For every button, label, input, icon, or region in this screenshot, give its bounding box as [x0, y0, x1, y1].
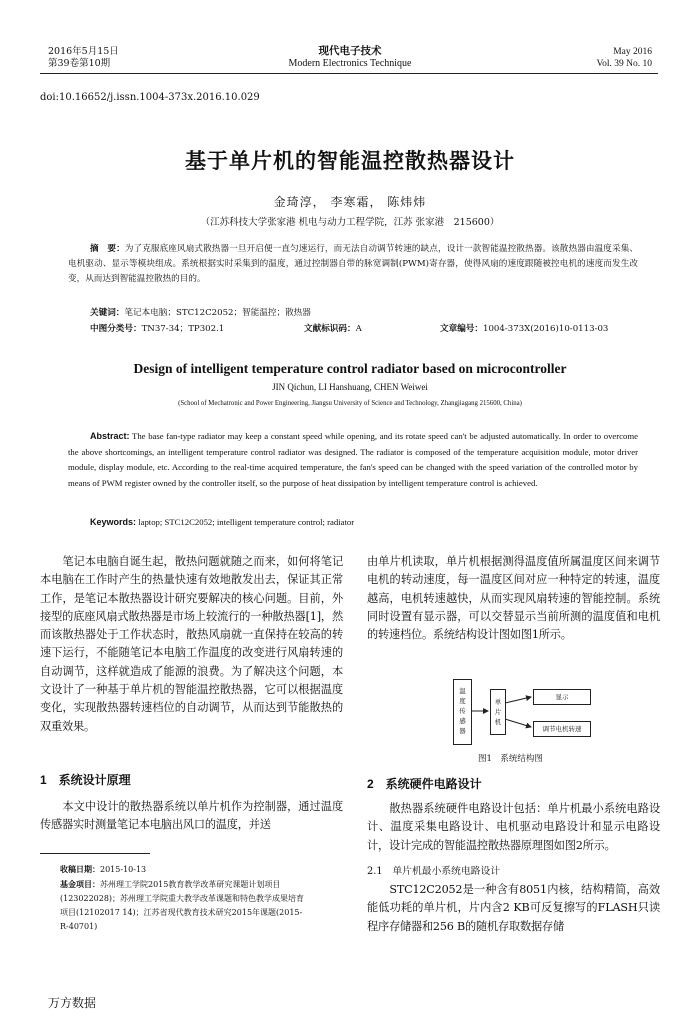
paper-title-en: Design of intelligent temperature control radiator based on microcontroller [133, 361, 567, 376]
clc-number [90, 322, 224, 337]
abstract-en [68, 429, 638, 492]
article-number-value: 1004-373X(2016)10-0113-03 [482, 324, 609, 334]
received-date: 2015-10-13 [100, 865, 147, 874]
keywords-cn-label: 关键词： [90, 308, 125, 318]
clc-value: TN37-34；TP302.1 [141, 324, 225, 334]
footnote-received [60, 862, 345, 877]
article-number [440, 322, 608, 337]
mcu-box [490, 689, 506, 735]
display-box [533, 689, 591, 705]
keywords-cn [90, 306, 640, 321]
abstract-en-text: The base fan-type radiator may keep a constant speed while opening, and its rotate speed can't be adjusted automatically. In order to overcome the above shortcomings, an intelligent temperature control radiator was designed. The radiator is composed of the temperature acquisition module, motor driver module, display module, etc. According to the real-time acquired temperature, the fan's speed can be changed with the speed variation of the controlled motor by means of PWM register owned by the controller itself, so the purpose of heat dissipation by intelligent temperature control is achieved. [68, 431, 638, 489]
keywords-en-text: laptop; STC12C2052; intelligent temperature control; radiator [138, 517, 355, 527]
keywords-cn-text: 笔记本电脑；STC12C2052；智能温控；散热器 [124, 308, 311, 318]
abstract-cn [68, 242, 638, 286]
section-1-paragraph: 本文中设计的散热器系统以单片机作为控制器，通过温度传感器实时测量笔记本电脑出风口的温度，并送 [40, 800, 343, 832]
footnote-funding [60, 877, 305, 934]
keywords-en [90, 515, 640, 531]
paper-title-cn: 基于单片机的智能温控散热器设计 [185, 148, 515, 173]
doc-code-label: 文献标识码： [304, 324, 356, 334]
doi[interactable]: doi:10.16652/j.issn.1004-373x.2016.10.029 [40, 92, 260, 103]
display-label: 显示 [555, 693, 569, 701]
authors-cn: 金琦淳， 李寒霜， 陈炜炜 [273, 195, 427, 209]
temperature-sensor-label: 温度传感器 [459, 687, 466, 735]
section-2-1-paragraph: STC12C2052是一种含有8051内核，结构精简，高效能低功耗的单片机，片内含2 KB可反复擦写的FLASH只读程序存储器和256 B的随机存取数据存储 [367, 883, 660, 933]
received-label: 收稿日期： [60, 864, 100, 874]
footnote-rule [40, 853, 150, 854]
doc-code [304, 322, 362, 337]
article-number-label: 文章编号： [440, 324, 483, 334]
mcu-label: 单片机 [494, 698, 502, 726]
watermark-text: 万方数据 [48, 996, 97, 1010]
section-1-title: 1 系统设计原理 [40, 773, 131, 787]
doc-code-value: A [355, 324, 362, 334]
funding-label: 基金项目： [60, 879, 100, 889]
motor-speed-box [533, 721, 591, 737]
section-2-title: 2 系统硬件电路设计 [367, 777, 482, 791]
abstract-cn-text: 为了克服底座风扇式散热器一旦开启便一直匀速运行，而无法自动调节转速的缺点，设计一款智能温控散热器。该散热器由温度采集、电机驱动、显示等模块组成。系统根据实时采集到的温度，通过控制器自带的脉宽调制(PWM)寄存器，使得风扇的速度跟随被控电机的速度而发生改变，从而达到智能温控散热的目的。 [68, 244, 638, 284]
temperature-sensor-box [453, 679, 472, 745]
funding-text: 苏州理工学院2015教育教学改革研究课题计划项目(123022028)；苏州理工学院重大教学改革课题和特色教学成果培育项目(12102017 14)；江苏省现代教育技术研究2015年课题(2015-R-40701) [60, 880, 305, 931]
figure-1-caption: 图1 系统结构图 [478, 754, 543, 764]
intro-paragraph: 笔记本电脑自诞生起，散热问题就随之而来，如何将笔记本电脑在工作时产生的热量快速有效地散发出去，保证其正常工作，是笔记本散热器设计研究要解决的核心问题。目前，外接型的底座风扇式散热器是市场上较流行的一种散热器[1]，然而该散热器处于工作状态时，散热风扇就一直保持在较高的转速下运行，不能随笔记本电脑工作温度的改变进行风扇转速的自动调节，这样就造成了能源的浪费。为了解决这个问题，本文设计了一种基于单片机的智能温控散热器，它可以根据温度变化，实现散热器转速档位的自动调节，从而达到节能散热的双重效果。 [40, 555, 343, 733]
section-2-paragraph: 散热器系统硬件电路设计包括：单片机最小系统电路设计、温度采集电路设计、电机驱动电路设计和显示电路设计，设计完成的智能温控散热器原理图如图2所示。 [367, 802, 660, 852]
section-2-1-title: 2.1 单片机最小系统电路设计 [367, 866, 501, 877]
header-date-cn: 2016年5月15日 [48, 46, 119, 57]
motor-speed-label: 调节电机转速 [542, 725, 582, 733]
journal-title-cn: 现代电子技术 [318, 45, 382, 57]
abstract-cn-label: 摘 要： [90, 244, 125, 254]
clc-label: 中图分类号： [90, 324, 142, 334]
affiliation-en: (School of Mechatronic and Power Engineering, Jiangsu University of Science and Technology, Zhangjiagang 215600, China) [178, 400, 522, 407]
keywords-en-label: Keywords: [90, 517, 137, 527]
header-rule [40, 73, 658, 74]
header-volume-en: Vol. 39 No. 10 [596, 59, 652, 69]
abstract-en-label: Abstract: [90, 431, 130, 441]
header-volume-cn: 第39卷第10期 [48, 58, 111, 69]
affiliation-cn: （江苏科技大学张家港 机电与动力工程学院，江苏 张家港 215600） [200, 217, 500, 228]
header-date-en: May 2016 [613, 47, 652, 57]
journal-title-en: Modern Electronics Technique [288, 58, 412, 69]
figure-1-diagram [445, 673, 595, 748]
system-description-paragraph: 由单片机读取，单片机根据测得温度值所属温度区间来调节电机的转动速度，每一温度区间对应一种特定的转速，温度越高，电机转速越快，从而实现风扇转速的智能控制。系统同时设置有显示器，可以交替显示当前所测的温度值和电机的转速档位。系统结构设计图如图1所示。 [367, 555, 660, 642]
authors-en: JIN Qichun, LI Hanshuang, CHEN Weiwei [272, 382, 428, 392]
